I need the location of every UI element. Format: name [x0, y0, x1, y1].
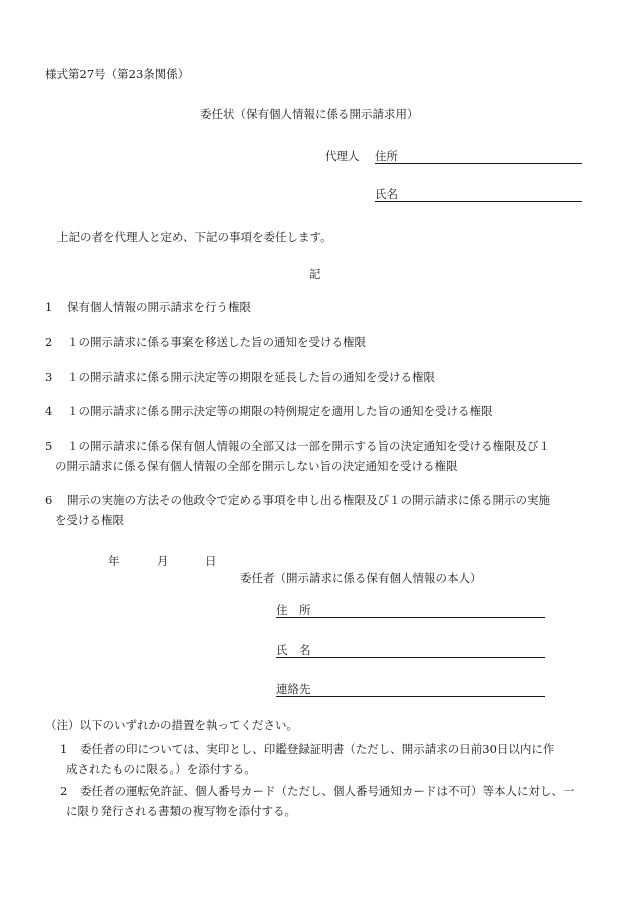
item-text-continued: を受ける権限 — [55, 513, 124, 527]
note-text: 委任者の運転免許証、個人番号カード（ただし、個人番号通知カードは不可）等本人に対し、一 — [80, 784, 575, 798]
agent-name-field[interactable] — [375, 201, 582, 202]
agent-label: 代理人 — [325, 149, 360, 163]
agent-name-label: 氏名 — [375, 187, 398, 201]
item-number: 4 — [45, 404, 53, 418]
principal-address-label: 住 所 — [276, 603, 311, 617]
date-day-label: 日 — [205, 554, 217, 568]
principal-name-field[interactable] — [276, 657, 545, 658]
item-text: １の開示請求に係る開示決定等の期限を延長した旨の通知を受ける権限 — [67, 370, 435, 384]
agent-address-field[interactable] — [375, 163, 582, 164]
item-number: 1 — [45, 300, 53, 314]
item-number: 2 — [45, 335, 53, 349]
form-number: 様式第27号（第23条関係） — [45, 67, 190, 81]
date-year-label: 年 — [108, 554, 120, 568]
note-text: 委任者の印については、実印とし、印鑑登録証明書（ただし、開示請求の日前30日以内に作 — [80, 742, 555, 756]
principal-address-field[interactable] — [276, 617, 545, 618]
principal-contact-field[interactable] — [276, 696, 545, 697]
principal-name-label: 氏 名 — [276, 643, 311, 657]
ki-label: 記 — [309, 267, 321, 281]
note-number: 2 — [60, 784, 68, 798]
item-number: 5 — [45, 439, 53, 453]
item-number: 3 — [45, 370, 53, 384]
item-number: 6 — [45, 493, 53, 507]
item-text: 保有個人情報の開示請求を行う権限 — [67, 300, 251, 314]
principal-contact-label: 連絡先 — [276, 682, 311, 696]
item-text: １の開示請求に係る開示決定等の期限の特例規定を適用した旨の通知を受ける権限 — [67, 404, 493, 418]
item-text: １の開示請求に係る事案を移送した旨の通知を受ける権限 — [67, 335, 366, 349]
date-month-label: 月 — [157, 554, 169, 568]
intro-text: 上記の者を代理人と定め、下記の事項を委任します。 — [57, 230, 332, 244]
note-text-continued: 成されたものに限る。）を添付する。 — [66, 762, 256, 776]
item-text: 開示の実施の方法その他政令で定める事項を申し出る権限及び１の開示請求に係る開示の実施 — [67, 493, 550, 507]
notes-heading: （注）以下のいずれかの措置を執ってください。 — [45, 718, 298, 732]
item-text: １の開示請求に係る保有個人情報の全部又は一部を開示する旨の決定通知を受ける権限及び１ — [67, 439, 550, 453]
note-number: 1 — [60, 742, 68, 756]
document-title: 委任状（保有個人情報に係る開示請求用） — [200, 107, 419, 121]
agent-address-label: 住所 — [375, 149, 398, 163]
note-text-continued: に限り発行される書類の複写物を添付する。 — [66, 804, 296, 818]
item-text-continued: の開示請求に係る保有個人情報の全部を開示しない旨の決定通知を受ける権限 — [55, 459, 458, 473]
principal-label: 委任者（開示請求に係る保有個人情報の本人） — [240, 571, 482, 585]
